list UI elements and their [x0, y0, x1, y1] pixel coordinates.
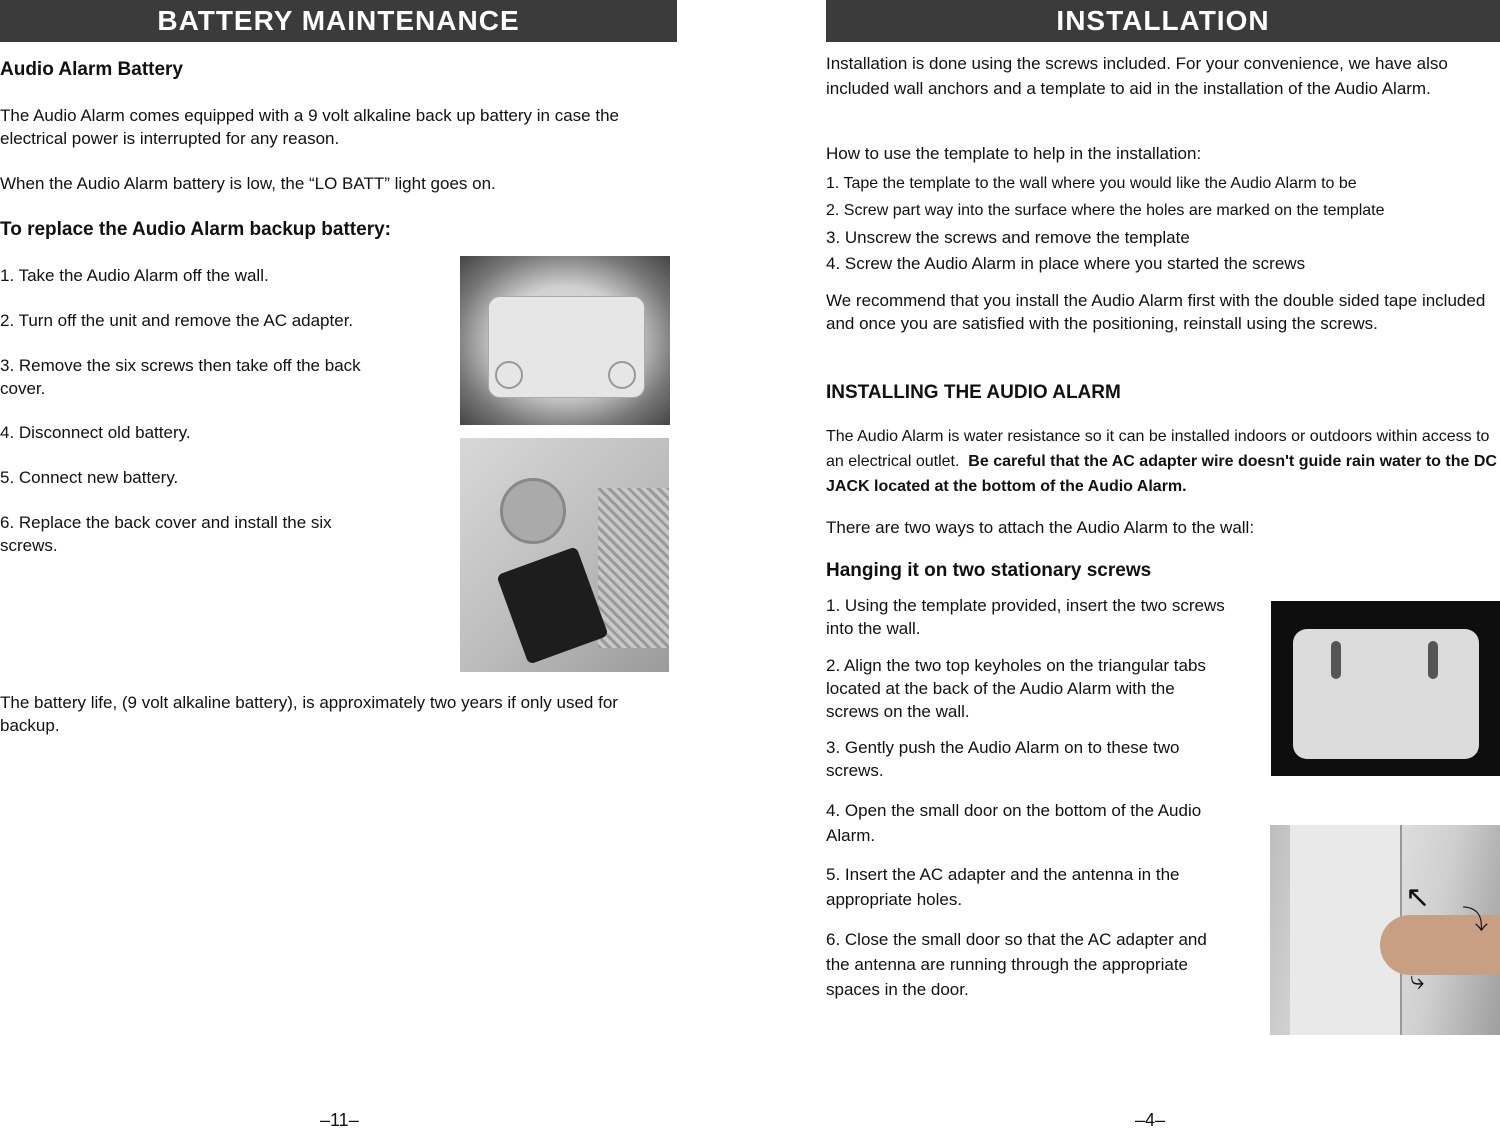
step-6: 6. Replace the back cover and install the six screws.: [0, 513, 332, 555]
step-2: 2. Turn off the unit and remove the AC adapter.: [0, 311, 354, 330]
template-heading: How to use the template to help in the installation:: [826, 144, 1202, 163]
hanging-step-4: 4. Open the small door on the bottom of the Audio Alarm.: [826, 801, 1202, 845]
arrow-curve-icon-2: ⤷: [1410, 965, 1425, 995]
step-1: 1. Take the Audio Alarm off the wall.: [0, 266, 269, 285]
template-step-1: 1. Tape the template to the wall where you would like the Audio Alarm to be: [826, 175, 1357, 192]
installing-heading: INSTALLING THE AUDIO ALARM: [826, 382, 1121, 403]
audio-alarm-battery-title: Audio Alarm Battery: [0, 59, 183, 80]
hanging-step-3: 3. Gently push the Audio Alarm on to these two screws.: [826, 738, 1180, 780]
template-step-2: 2. Screw part way into the surface where the holes are marked on the template: [826, 202, 1385, 219]
battery-compartment-photo: [460, 438, 669, 672]
installation-header: INSTALLATION: [826, 0, 1500, 42]
water-text: The Audio Alarm is water resistance so it can be installed indoors or outdoors within access to an electrical outlet.: [826, 428, 1490, 470]
water-resistance-text: [826, 424, 1500, 499]
lo-batt-text: When the Audio Alarm battery is low, the “LO BATT” light goes on.: [0, 174, 496, 193]
step-4: 4. Disconnect old battery.: [0, 423, 191, 442]
audio-alarm-front-photo: [460, 256, 670, 425]
installation-intro: Installation is done using the screws included. For your convenience, we have also included wall anchors and a template to aid in the installation of the Audio Alarm.: [826, 54, 1448, 98]
recommend-text: We recommend that you install the Audio Alarm first with the double sided tape included and once you are satisfied with the positioning, reinstall using the screws.: [826, 291, 1486, 333]
replace-heading: To replace the Audio Alarm backup battery:: [0, 219, 391, 240]
ac-adapter-insertion-photo: [1270, 825, 1500, 1035]
hanging-step-5: 5. Insert the AC adapter and the antenna in the appropriate holes.: [826, 865, 1180, 909]
two-ways-text: There are two ways to attach the Audio Alarm to the wall:: [826, 518, 1255, 537]
arrow-up-icon: ↖: [1405, 881, 1431, 914]
hanging-heading: Hanging it on two stationary screws: [826, 560, 1152, 581]
battery-intro: The Audio Alarm comes equipped with a 9 volt alkaline back up battery in case the electrical power is interrupted for any reason.: [0, 106, 619, 148]
water-warning: Be careful that the AC adapter wire doesn't guide rain water to the DC JACK located at the bottom of the Audio Alarm.: [826, 453, 1497, 495]
template-step-3: 3. Unscrew the screws and remove the template: [826, 228, 1190, 247]
step-3: 3. Remove the six screws then take off the back cover.: [0, 356, 361, 398]
template-step-4: 4. Screw the Audio Alarm in place where you started the screws: [826, 254, 1306, 273]
battery-maintenance-header: BATTERY MAINTENANCE: [0, 0, 677, 42]
hanging-step-2: 2. Align the two top keyholes on the triangular tabs located at the back of the Audio Alarm with the screws on the wall.: [826, 656, 1206, 721]
battery-life-text: The battery life, (9 volt alkaline battery), is approximately two years if only used for backup.: [0, 693, 618, 735]
audio-alarm-back-photo: [1271, 601, 1500, 776]
step-5: 5. Connect new battery.: [0, 468, 179, 487]
page-number-right: –4–: [1135, 1110, 1166, 1129]
page-number-left: –11–: [320, 1110, 359, 1129]
arrow-curve-icon: ⤵: [1462, 905, 1489, 935]
hanging-step-6: 6. Close the small door so that the AC adapter and the antenna are running through the appropriate spaces in the door.: [826, 930, 1207, 999]
hanging-step-1: 1. Using the template provided, insert the two screws into the wall.: [826, 596, 1225, 638]
